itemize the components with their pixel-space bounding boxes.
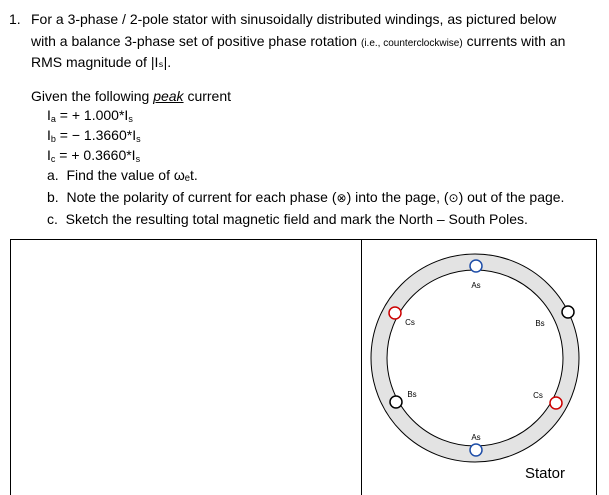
conductor-cs-left (389, 307, 401, 319)
current-ia: $I_a$ = + $1.000*I_s$ (47, 107, 133, 124)
part-c: c. Sketch the resulting total magnetic field and mark the North – South Poles. (47, 211, 528, 227)
label-as-bottom: As (471, 433, 481, 442)
problem-line-1: For a 3-phase / 2-pole stator with sinusoidally distributed windings, as pictured below (31, 11, 557, 27)
given-prefix: Given the following (31, 88, 150, 104)
part-b: b. Note the polarity of current for each phase (⊗) into the page, (⊙) out of the page. (47, 189, 565, 205)
label-cs-right: Cs (533, 391, 543, 400)
current-ib: $I_b$ = − $1.3660*I_s$ (47, 127, 141, 144)
label-bs-right: Bs (535, 319, 545, 328)
into-page-symbol: ⊗ (336, 191, 347, 205)
label-cs-left: Cs (405, 318, 415, 327)
conductor-bs-left (390, 396, 402, 408)
given-suffix: current (187, 88, 232, 104)
conductor-bs-right (562, 306, 574, 318)
stator-caption: Stator (524, 465, 566, 482)
given-peak: peak (153, 88, 184, 104)
out-of-page-symbol: ⊙ (448, 191, 459, 205)
problem-line-2-text-a: with a balance 3-phase set of positive phase rotation (31, 33, 358, 49)
problem-line-2-text-b: currents with an (466, 33, 566, 49)
label-as-top: As (471, 281, 481, 290)
conductor-as-top (470, 260, 482, 272)
rotation-note: (i.e., counterclockwise) (361, 38, 463, 49)
label-bs-left: Bs (407, 390, 417, 399)
conductor-cs-right (550, 397, 562, 409)
part-a: a. Find the value of ωₑt. (47, 167, 198, 183)
current-ic: $I_c$ = + $0.3660*I_s$ (47, 147, 141, 164)
problem-number: 1. (9, 11, 21, 27)
conductor-as-bottom (470, 444, 482, 456)
problem-line-3: RMS magnitude of |Iₛ|. (31, 54, 172, 70)
stator-inner-bore (387, 270, 563, 446)
